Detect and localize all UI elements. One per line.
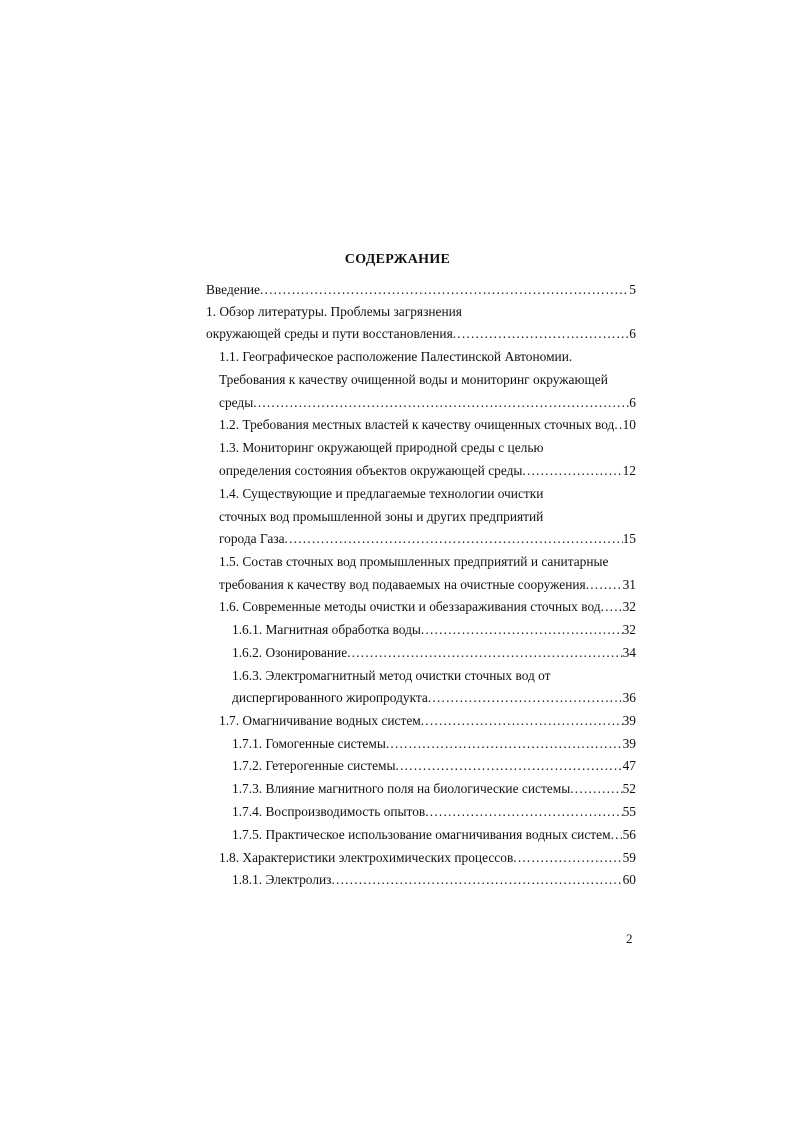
- toc-leader-dots: [522, 461, 622, 481]
- toc-leader-dots: [421, 620, 623, 640]
- toc-entry[interactable]: [219, 415, 636, 435]
- toc-entry[interactable]: [219, 597, 636, 617]
- toc-leader-dots: [611, 825, 623, 845]
- toc-leader-dots: [260, 280, 629, 300]
- toc-entry-title: 1.3. Мониторинг окружающей природной среды с целью: [219, 440, 544, 455]
- toc-entry-page: 39: [622, 713, 636, 728]
- toc-leader-dots: [570, 779, 622, 799]
- toc-leader-dots: [253, 393, 629, 413]
- toc-entry[interactable]: [232, 756, 636, 776]
- toc-entry[interactable]: [232, 734, 636, 754]
- toc-entry[interactable]: [232, 825, 636, 845]
- toc-entry-title: города Газа: [219, 531, 285, 546]
- toc-entry-page: 36: [622, 690, 636, 705]
- toc-entry[interactable]: [206, 280, 636, 300]
- toc-entry[interactable]: [219, 461, 636, 481]
- toc-entry-title: 1.6.3. Электромагнитный метод очистки сточных вод от: [232, 668, 551, 683]
- page-title: СОДЕРЖАНИЕ: [344, 252, 451, 267]
- toc-entry-title: требования к качеству вод подаваемых на очистные сооружения: [219, 577, 586, 592]
- toc-entry-page: 59: [622, 850, 636, 865]
- toc-entry[interactable]: [232, 802, 636, 822]
- toc-entry-page: 32: [622, 622, 636, 637]
- toc-entry[interactable]: [232, 620, 636, 640]
- toc-leader-dots: [347, 643, 622, 663]
- toc-entry-page: 32: [622, 599, 636, 614]
- toc-entry-title: Введение: [206, 282, 260, 297]
- toc-entry[interactable]: [219, 507, 543, 527]
- toc-entry[interactable]: [219, 347, 572, 367]
- toc-entry-title: среды: [219, 395, 254, 410]
- toc-entry-title: 1.8.1. Электролиз: [232, 872, 332, 887]
- toc-entry-page: 12: [622, 463, 636, 478]
- toc-entry-title: 1.5. Состав сточных вод промышленных предприятий и санитарные: [219, 554, 609, 569]
- toc-leader-dots: [421, 711, 623, 731]
- toc-entry-page: 47: [622, 758, 636, 773]
- toc-entry-title: определения состояния объектов окружающей среды: [219, 463, 523, 478]
- toc-entry-title: 1. Обзор литературы. Проблемы загрязнения: [206, 304, 462, 319]
- toc-entry-title: 1.8. Характеристики электрохимических процессов: [219, 850, 514, 865]
- toc-entry-page: 31: [622, 577, 636, 592]
- toc-leader-dots: [513, 848, 622, 868]
- toc-entry[interactable]: [219, 393, 636, 413]
- toc-entry[interactable]: [206, 324, 636, 344]
- toc-entry[interactable]: [219, 484, 543, 504]
- toc-leader-dots: [331, 870, 622, 890]
- toc-entry[interactable]: [232, 870, 636, 890]
- toc-entry-page: 39: [622, 736, 636, 751]
- toc-entry-title: 1.6. Современные методы очистки и обеззараживания сточных вод: [219, 599, 601, 614]
- toc-entry-title: 1.4. Существующие и предлагаемые технологии очистки: [219, 486, 544, 501]
- toc-entry-title: диспергированного жиропродукта: [232, 690, 428, 705]
- toc-entry-title: 1.7.1. Гомогенные системы: [232, 736, 386, 751]
- toc-leader-dots: [428, 688, 623, 708]
- toc-entry-title: 1.7.5. Практическое использование омагничивания водных систем: [232, 827, 611, 842]
- toc-entry[interactable]: [219, 552, 608, 572]
- toc-entry[interactable]: [219, 575, 636, 595]
- toc-entry-page: 60: [622, 872, 636, 887]
- toc-leader-dots: [285, 529, 623, 549]
- toc-leader-dots: [386, 734, 623, 754]
- toc-entry-title: 1.2. Требования местных властей к качеству очищенных сточных вод: [219, 417, 615, 432]
- toc-entry-title: Требования к качеству очищенной воды и мониторинг окружающей: [219, 372, 608, 387]
- toc-entry[interactable]: [206, 302, 462, 322]
- toc-entry-page: 5: [629, 282, 636, 297]
- toc-leader-dots: [601, 597, 623, 617]
- toc-entry-title: 1.6.2. Озонирование: [232, 645, 348, 660]
- toc-leader-dots: [614, 415, 622, 435]
- toc-entry[interactable]: [219, 370, 608, 390]
- toc-entry[interactable]: [219, 529, 636, 549]
- toc-entry[interactable]: [232, 688, 636, 708]
- toc-entry-page: 34: [622, 645, 636, 660]
- toc-entry[interactable]: [219, 438, 543, 458]
- toc-entry-title: 1.7. Омагничивание водных систем: [219, 713, 421, 728]
- toc-entry-page: 6: [629, 395, 636, 410]
- toc-entry-title: окружающей среды и пути восстановления: [206, 326, 453, 341]
- toc-entry[interactable]: [232, 666, 551, 686]
- toc-entry-title: 1.1. Географическое расположение Палестинской Автономии.: [219, 349, 573, 364]
- toc-entry-page: 55: [622, 804, 636, 819]
- toc-entry-title: сточных вод промышленной зоны и других предприятий: [219, 509, 544, 524]
- toc-entry[interactable]: [219, 711, 636, 731]
- toc-leader-dots: [425, 802, 622, 822]
- toc-entry-page: 10: [622, 417, 636, 432]
- toc-entry-title: 1.7.3. Влияние магнитного поля на биологические системы: [232, 781, 571, 796]
- toc-entry-page: 6: [629, 326, 636, 341]
- toc-entry-title: 1.6.1. Магнитная обработка воды: [232, 622, 421, 637]
- page-number: 2: [626, 931, 633, 946]
- toc-leader-dots: [396, 756, 623, 776]
- toc-entry-page: 56: [622, 827, 636, 842]
- toc-leader-dots: [586, 575, 623, 595]
- toc-entry-page: 52: [622, 781, 636, 796]
- toc-leader-dots: [453, 324, 630, 344]
- toc-entry-title: 1.7.2. Гетерогенные системы: [232, 758, 396, 773]
- toc-entry-page: 15: [622, 531, 636, 546]
- toc-entry[interactable]: [232, 779, 636, 799]
- toc-entry[interactable]: [219, 848, 636, 868]
- toc-entry[interactable]: [232, 643, 636, 663]
- toc-entry-title: 1.7.4. Воспроизводимость опытов: [232, 804, 426, 819]
